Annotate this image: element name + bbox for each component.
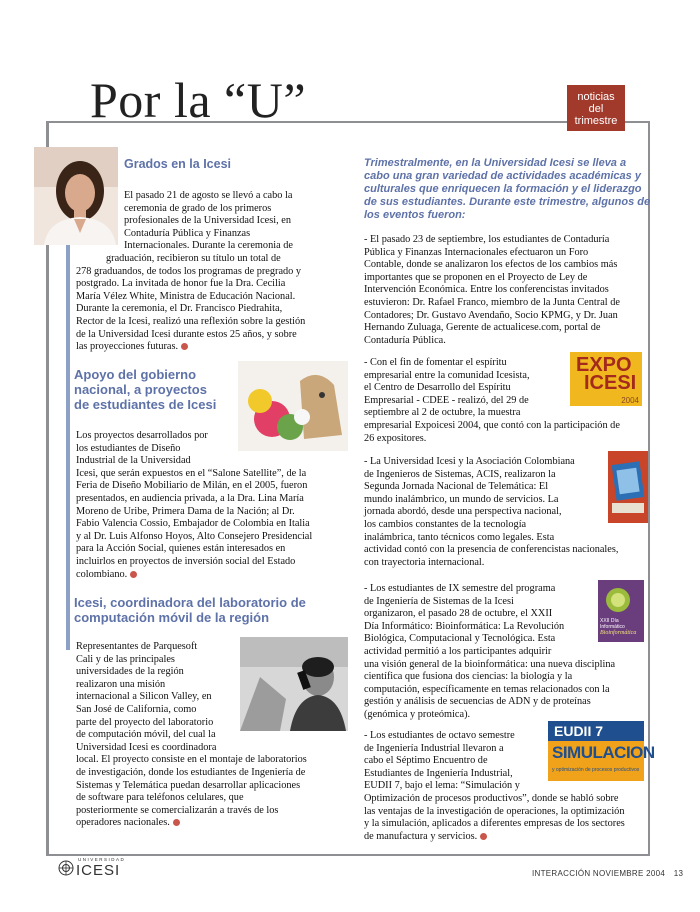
- end-bullet-icon: [181, 343, 188, 350]
- heading-line: Icesi, coordinadora del laboratorio de: [74, 595, 306, 610]
- text-line: posteriormente se comercializarán a través de los: [76, 804, 279, 816]
- text-line: colombiano.: [76, 568, 128, 580]
- text-line: actividad contó con la presencia de conferencistas nacionales,: [364, 544, 619, 556]
- bio-logo-line: Bioinformática: [600, 630, 637, 636]
- text-line: internacional a Silicon Valley, en: [76, 691, 212, 703]
- expo-logo-line: EXPO: [576, 354, 632, 376]
- text-line: Cali y de las principales: [76, 653, 175, 665]
- text-line: Contaduría Pública.: [364, 334, 446, 346]
- text-line: profesionales de la Universidad Icesi, en: [124, 215, 291, 227]
- end-bullet-icon: [173, 819, 180, 826]
- text-line: Los proyectos desarrollados por: [76, 430, 208, 441]
- text-line: Durante la ceremonia, el Dr. Francisco Piedrahita,: [76, 303, 283, 315]
- eudii-logo-line: y optimización de procesos productivos: [552, 767, 640, 773]
- expo-logo-year: 2004: [621, 396, 639, 405]
- text-line: postgrado. La invitada de honor fue la Dra. Cecilia: [76, 278, 286, 290]
- text-line: Rector de la Icesi, realizó una reflexión sobre la gestión: [76, 315, 306, 327]
- text-line: - Los estudiantes de IX semestre del programa: [364, 583, 556, 594]
- text-line: de computación móvil, del cual la: [76, 729, 216, 741]
- text-line: el Centro de Desarrollo del Espíritu: [364, 382, 511, 394]
- end-bullet-icon: [480, 833, 487, 840]
- icesi-logo-icon: [58, 860, 74, 881]
- article-heading: [74, 367, 216, 412]
- text-line: Internacionales. Durante la ceremonia de: [124, 240, 293, 252]
- text-line: Pública y Finanzas Internacionales efectuaron un Foro: [364, 246, 589, 258]
- text-line: estuvieron: Dr. Rafael Franco, miembro de la Junta Central de: [364, 296, 620, 308]
- badge-line: del: [588, 103, 604, 115]
- text-line: Optimización de procesos productivos”, donde se habló sobre: [364, 792, 619, 804]
- text-line: computación, específicamente en temas relacionados con la: [364, 683, 610, 695]
- article-body: [76, 641, 356, 830]
- text-line: Biológica, Computacional y Tecnológica. Esta: [364, 633, 556, 645]
- left-accent-bar: [66, 240, 70, 650]
- intro-line: cabo una gran variedad de actividades académicas y: [364, 170, 641, 182]
- article-body: [76, 190, 346, 354]
- logo-university-label: UNIVERSIDAD: [78, 857, 126, 862]
- text-line: realizaron una misión: [76, 678, 166, 690]
- text-line: EUDII 7, bajo el lema: “Simulación y: [364, 780, 520, 792]
- text-line: El pasado 21 de agosto se llevó a cabo la: [124, 190, 293, 201]
- frame-bottom-rule: [46, 854, 650, 856]
- text-line: las ventajas de la investigación de operaciones, la optimización: [364, 805, 625, 817]
- text-line: científica que fusiona dos ciencias: la biología y la: [364, 671, 573, 683]
- text-line: gestión y análisis de secuencias de ADN y de proteínas: [364, 696, 591, 708]
- text-line: graduación, recibieron su título un total de: [106, 252, 281, 264]
- text-line: Intervención Económica. Entre los conferencistas invitados: [364, 284, 609, 296]
- text-line: Contadores; Dr. Gustavo Avendaño, Socio KPMG, y Dr. Juan: [364, 309, 618, 321]
- eudii-logo-line: SIMULACION: [552, 743, 655, 762]
- text-line: de la Universidad Icesi durante estos 25 años, y sobre: [76, 328, 297, 340]
- text-line: - La Universidad Icesi y la Asociación Colombiana: [364, 456, 575, 467]
- text-line: presentados, en audiencia privada, a la Dra. Lina María: [76, 492, 304, 504]
- text-line: - El pasado 23 de septiembre, los estudiantes de Contaduría: [364, 234, 610, 245]
- eudii-logo-line: EUDII 7: [548, 721, 644, 741]
- logo-wordmark: ICESI: [76, 862, 121, 879]
- intro-line: culturales que enriquecen la formación y el liderazgo: [364, 183, 642, 195]
- intro-line: los eventos fueron:: [364, 209, 466, 221]
- page-number: 13: [673, 869, 684, 878]
- text-line: 26 expositores.: [364, 432, 427, 444]
- text-line: universidades de la región: [76, 666, 184, 678]
- article-body: [76, 430, 346, 581]
- text-line: Día Informático: Bioinformática: La Revolución: [364, 620, 565, 632]
- text-line: con trayectoria internacional.: [364, 556, 485, 568]
- text-line: Representantes de Parquesoft: [76, 641, 198, 652]
- text-line: empresarial entre la comunidad Icesista,: [364, 369, 530, 381]
- article-heading: [74, 595, 306, 625]
- text-line: para la Acción Social, quienes están interesados en: [76, 543, 286, 555]
- text-line: María Vélez White, Ministra de Educación Nacional.: [76, 290, 296, 302]
- expo-logo-line: ICESI: [584, 372, 637, 394]
- text-line: cabo el Séptimo Encuentro de: [364, 755, 488, 767]
- bio-logo-line: XXII Día Informático: [600, 618, 625, 630]
- footer-issue: INTERACCIÓN NOVIEMBRE 2004: [532, 869, 666, 878]
- text-line: Fabio Valencia Cossio, Embajador de Colombia en Italia: [76, 518, 310, 530]
- footer-credit: [532, 869, 683, 878]
- text-line: septiembre al 2 de octubre, la muestra: [364, 407, 521, 419]
- text-line: de manufactura y servicios.: [364, 830, 478, 842]
- text-line: Industrial de la Universidad: [76, 455, 191, 467]
- text-line: Segunda Jornada Nacional de Telemática: El: [364, 481, 549, 493]
- page-title: Por la “U”: [90, 72, 307, 128]
- intro-line: Trimestralmente, en la Universidad Icesi se lleva a: [364, 157, 627, 169]
- text-line: las proyecciones futuras.: [76, 341, 179, 353]
- intro-paragraph: [364, 157, 650, 222]
- text-line: ceremonia de grado de los primeros: [124, 202, 272, 214]
- event-item: [364, 583, 615, 722]
- event-item: [364, 234, 620, 347]
- text-line: de software para teléfonos celulares, que: [76, 792, 244, 804]
- heading-line: de estudiantes de Icesi: [74, 397, 217, 412]
- text-line: Sistemas y Telemática puedan desarrollar aplicaciones: [76, 779, 301, 791]
- text-line: Universidad Icesi es coordinadora: [76, 741, 217, 753]
- text-line: Empresarial - CDEE - realizó, del 29 de: [364, 394, 529, 406]
- text-line: jornada abordó, desde una perspectiva nacional,: [364, 506, 562, 518]
- text-line: parte del proyecto del laboratorio: [76, 716, 214, 728]
- text-line: 278 graduandos, de todos los programas de pregrado y: [76, 265, 302, 277]
- text-line: de Ingeniería de Sistemas de la Icesi: [364, 595, 514, 607]
- text-line: (genómica y proteómica).: [364, 708, 471, 720]
- text-line: una visión general de la bioinformática: una nueva disciplina: [364, 658, 616, 670]
- event-item: [364, 730, 625, 843]
- badge-line: noticias: [577, 91, 615, 103]
- intro-line: de sus estudiantes. Durante este trimestre, algunos de: [364, 196, 651, 208]
- text-line: mundo inalámbrico, un mundo de servicios. La: [364, 493, 559, 505]
- text-line: de Ingeniería Industrial llevaron a: [364, 742, 504, 754]
- text-line: San José de California, como: [76, 703, 197, 715]
- text-line: los estudiantes de Diseño: [76, 442, 181, 454]
- text-line: operadores nacionales.: [76, 817, 170, 829]
- event-item: [364, 456, 618, 569]
- text-line: - Con el fin de fomentar el espíritu: [364, 357, 507, 368]
- text-line: local. El proyecto consiste en el montaje de laboratorios: [76, 754, 307, 766]
- text-line: organizaron, el pasado 28 de octubre, el XXII: [364, 608, 553, 620]
- heading-line: computación móvil de la región: [74, 610, 270, 625]
- text-line: los cambios constantes de la tecnología: [364, 518, 527, 530]
- section-badge: [567, 85, 625, 131]
- text-line: de Ingenieros de Sistemas, ACIS, realizaron la: [364, 468, 556, 480]
- event-item: [364, 357, 620, 445]
- text-line: inalámbrica, tanto técnicos como legales. Esta: [364, 531, 555, 543]
- heading-line: Apoyo del gobierno: [74, 367, 197, 382]
- text-line: Estudiantes de Ingeniería Industrial,: [364, 767, 513, 779]
- text-line: Contaduría Pública y Finanzas: [124, 227, 251, 239]
- text-line: incluirlos en proyectos de inversión social del Estado: [76, 555, 296, 567]
- text-line: Hernando Zuluaga, Gerente de actualicese.com, portal de: [364, 322, 601, 334]
- text-line: importantes que se proponen en el Proyecto de Ley de: [364, 271, 588, 283]
- heading-line: nacional, a proyectos: [74, 382, 207, 397]
- badge-line: trimestre: [574, 115, 618, 127]
- text-line: Icesi, que serán expuestos en el “Salone Satellite”, de la: [76, 467, 307, 479]
- text-line: de investigación, donde los estudiantes de Ingeniería de: [76, 766, 306, 778]
- text-line: Feria de Diseño Mobiliario de Milán, en el 2005, fueron: [76, 480, 308, 492]
- text-line: empresarial Expoicesi 2004, que contó con la participación de: [364, 419, 620, 431]
- text-line: - Los estudiantes de octavo semestre: [364, 730, 515, 741]
- article-heading: Grados en la Icesi: [124, 157, 231, 171]
- text-line: y al Dr. Luis Alfonso Hoyos, Alto Consejero Presidencial: [76, 530, 313, 542]
- text-line: actividad permitió a los participantes adquirir: [364, 645, 552, 657]
- text-line: Contable, donde se analizaron los efectos de los cambios más: [364, 259, 618, 271]
- text-line: y la simulación, aplicados a diferentes empresas de los sectores: [364, 818, 625, 830]
- text-line: Moreno de Uribe, Primera Dama de la Nación; al Dr.: [76, 505, 295, 517]
- end-bullet-icon: [130, 571, 137, 578]
